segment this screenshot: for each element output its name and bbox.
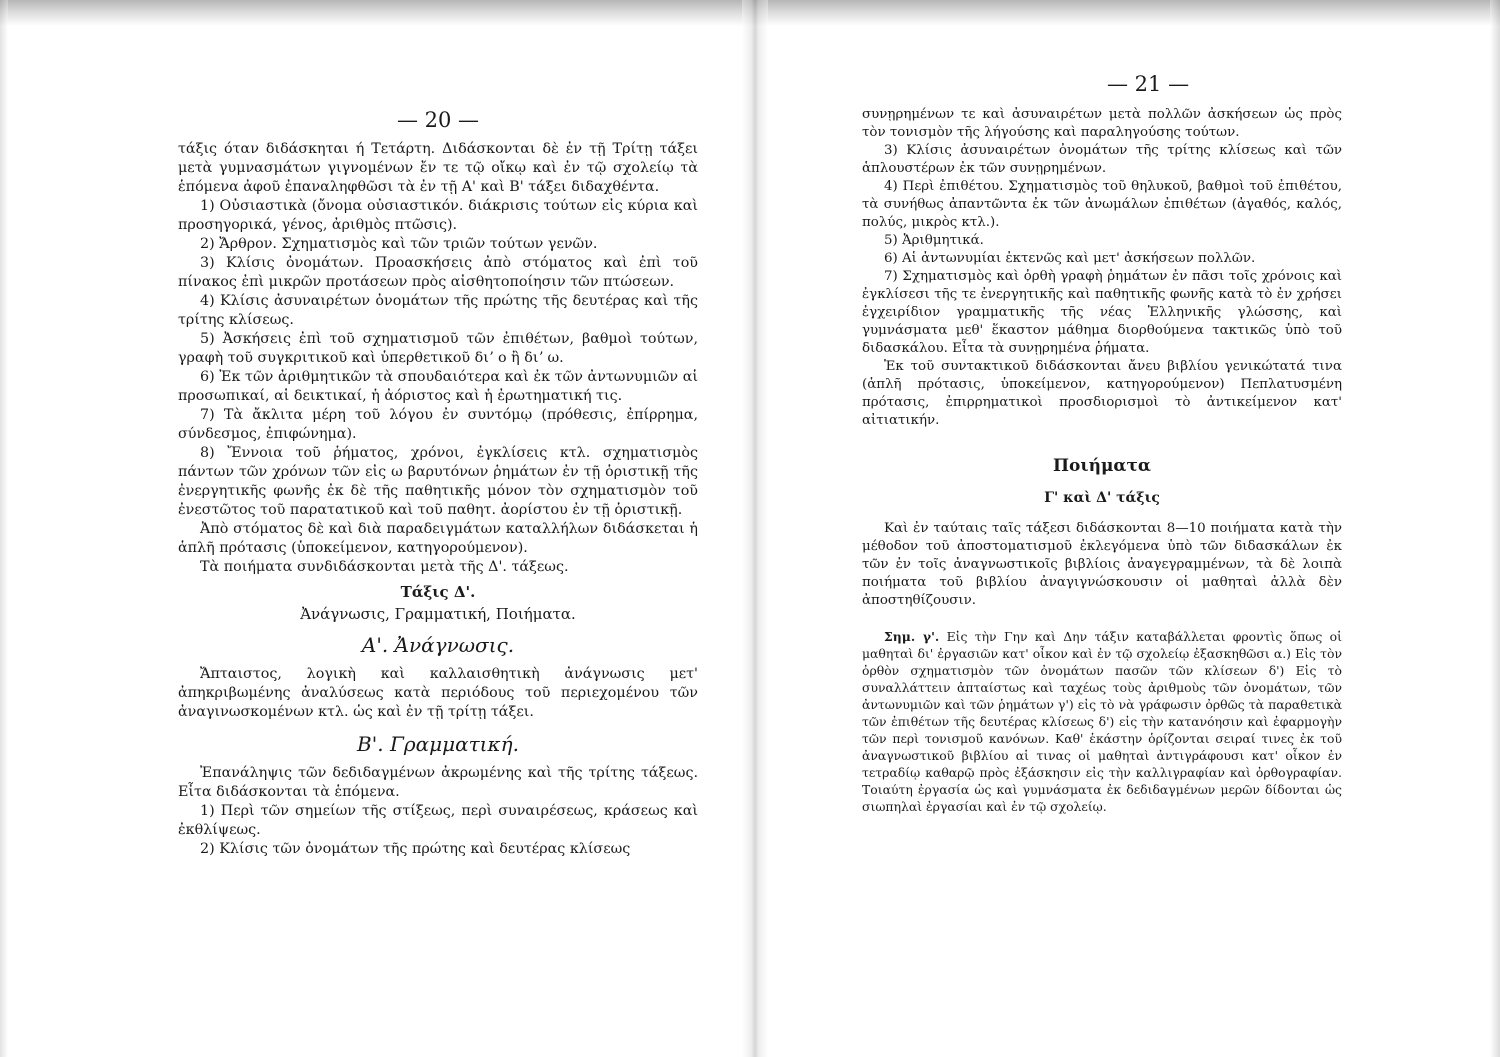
- section-subjects: Ἀνάγνωσις, Γραμματική, Ποιήματα.: [300, 605, 576, 623]
- section-heading-poems: Ποιήματα: [1052, 456, 1152, 476]
- section-heading-classes: Γ' καὶ Δ' τάξις: [1044, 490, 1160, 506]
- list-item: 7) Τὰ ἄκλιτα μέρη τοῦ λόγου ἐν συντόμῳ (πρόθεσις, ἐπίρρημα, σύνδεσμος, ἐπιφώνημα).: [178, 407, 698, 442]
- list-item: 3) Κλίσις ἀσυναιρέτων ὀνομάτων τῆς τρίτης κλίσεως καὶ τῶν ἁπλουστέρων ἐκ τῶν συνῃρημένων.: [862, 143, 1342, 176]
- list-item: 1) Οὐσιαστικὰ (ὄνομα οὐσιαστικόν. διάκρισις τούτων εἰς κύρια καὶ προσηγορικά, γένος, ἀριθμὸς πτῶσις).: [178, 198, 698, 233]
- intro-paragraph: τάξις όταν διδάσκηται ή Τετάρτη. Διδάσκονται δὲ ἐν τῇ Τρίτῃ τάξει μετὰ γυμνασμάτων γιγνομένων ἔν τε τῷ οἴκῳ καὶ ἐν τῷ σχολείῳ τὰ ἑπόμενα ἀφοῦ ἐπαναληφθῶσι τὰ ἐν τῇ Α' καὶ Β' τάξει διδαχθέντα.: [178, 141, 698, 195]
- intro-paragraph: συνῃρημένων τε καὶ ἀσυναιρέτων μετὰ πολλῶν ἀσκήσεων ὡς πρὸς τὸν τονισμὸν τῆς λήγούσης καὶ παραληγούσης τούτων.: [862, 107, 1342, 140]
- list-item: 6) Ἐκ τῶν ἀριθμητικῶν τὰ σπουδαιότερα καὶ ἐκ τῶν ἀντωνυμιῶν αἱ προσωπικαί, αἱ δεικτικαί, ἡ ἀόριστος καὶ ἡ ἐρωτηματική τις.: [178, 369, 698, 404]
- oral-paragraph: Ἀπὸ στόματος δὲ καὶ διὰ παραδειγμάτων καταλλήλων διδάσκεται ἡ ἁπλῆ πρότασις (ὑποκείμενον, κατηγορούμενον).: [178, 521, 698, 556]
- note-label: Σημ. γ'.: [884, 629, 940, 644]
- list-item: 5) Ἀσκήσεις ἐπὶ τοῦ σχηματισμοῦ τῶν ἐπιθέτων, βαθμοὶ τούτων, γραφὴ τοῦ συγκριτικοῦ καὶ ὑπερθετικοῦ διʼ ο ἢ διʼ ω.: [178, 331, 698, 366]
- section-heading-class: Τάξις Δ'.: [400, 583, 476, 601]
- list-item: 7) Σχηματισμὸς καὶ ὀρθὴ γραφὴ ῥημάτων ἐν πᾶσι τοῖς χρόνοις καὶ ἐγκλίσεσι τῆς τε ἐνεργητικῆς καὶ παθητικῆς φωνῆς κατὰ τὸ ἐν χρήσει ἐγχειρίδιον γραμματικῆς τῆς νέας Ἑλληνικῆς γλώσσης, καὶ γυμνάσματα μεθ' ἕκαστον μάθημα διορθούμενα τακτικῶς ὑπὸ τοῦ διδασκάλου. Εἶτα τὰ συνῃρημένα ῥήματα.: [862, 269, 1342, 356]
- reading-paragraph: Ἄπταιστος, λογικὴ καὶ καλλαισθητικὴ ἀνάγνωσις μετ' ἀπηκριβωμένης ἀναλύσεως κατὰ περιόδους τοῦ περιεχομένου τῶν ἀναγινωσκομένων κτλ. ὡς καὶ ἐν τῇ τρίτῃ τάξει.: [178, 666, 698, 720]
- page-number-left: — 20 —: [396, 108, 480, 132]
- list-item: 5) Ἀριθμητικά.: [884, 233, 984, 248]
- poems-paragraph: Καὶ ἐν ταύταις ταῖς τάξεσι διδάσκονται 8—10 ποιήματα κατὰ τὴν μέθοδον τοῦ ἀποστοματισμοῦ ἐκλεγόμενα ὑπὸ τῶν διδασκάλων ἐκ τῶν ἐν τοῖς ἀναγνωστικοῖς βιβλίοις ἀναγεγραμμένων, τὰ δὲ λοιπὰ ποιήματα τοῦ βιβλίου ἀναγιγνώσκουσιν οἱ μαθηταὶ ἀλλὰ δὲν ἀποστηθίζουσιν.: [862, 521, 1342, 608]
- list-item: 8) Ἔννοια τοῦ ῥήματος, χρόνοι, ἐγκλίσεις κτλ. σχηματισμὸς πάντων τῶν χρόνων τῶν εἰς ω βαρυτόνων ῥημάτων ἐν τῇ ὁριστικῇ τῆς ἐνεργητικῆς φωνῆς ἐκ δὲ τῆς παθητικῆς μόνον τὸν σχηματισμὸν τοῦ ἐνεστῶτος τοῦ παρατατικοῦ καὶ τοῦ παθητ. ἀορίστου ἐν τῇ ὁριστικῇ.: [178, 445, 698, 518]
- section-heading-reading: Α'. Ἀνάγνωσις.: [361, 633, 515, 657]
- list-item: 3) Κλίσις ὀνομάτων. Προασκήσεις ἀπὸ στόματος καὶ ἐπὶ τοῦ πίνακος ἐπὶ μικρῶν προτάσεων πρὸς αἰσθητοποίησιν τῶν πτώσεων.: [178, 255, 698, 290]
- list-item: 4) Περὶ ἐπιθέτου. Σχηματισμὸς τοῦ θηλυκοῦ, βαθμοὶ τοῦ ἐπιθέτου, τὰ συνήθως ἀπαντῶντα ἐκ τῶν ἀνωμάλων ἐπιθέτων (ἀγαθός, καλός, πολύς, μικρὸς κτλ.).: [862, 179, 1342, 230]
- list-item: 6) Αἱ ἀντωνυμίαι ἐκτενῶς καὶ μετ' ἀσκήσεων πολλῶν.: [884, 251, 1256, 266]
- grammar-paragraph: Ἐπανάληψις τῶν δεδιδαγμένων ἀκρωμένης καὶ τῆς τρίτης τάξεως. Εἶτα διδάσκονται τὰ ἑπόμενα.: [178, 765, 698, 800]
- poems-note: Τὰ ποιήματα συνδιδάσκονται μετὰ τῆς Δ'. τάξεως.: [200, 559, 569, 575]
- book-gutter: [742, 0, 768, 1057]
- list-item: 4) Κλίσις ἀσυναιρέτων ὀνομάτων τῆς πρώτης τῆς δευτέρας καὶ τῆς τρίτης κλίσεως.: [178, 293, 698, 328]
- note-paragraph: [862, 628, 1342, 815]
- scan-shadow-left: [0, 0, 8, 1057]
- left-page: [178, 108, 698, 859]
- list-item: 1) Περὶ τῶν σημείων τῆς στίξεως, περὶ συναιρέσεως, κράσεως καὶ ἐκθλίψεως.: [178, 803, 698, 838]
- list-item: 2) Ἄρθρον. Σχηματισμὸς καὶ τῶν τριῶν τούτων γενῶν.: [200, 236, 598, 252]
- page-number-right: — 21 —: [1107, 72, 1190, 96]
- list-item: 2) Κλίσις τῶν ὀνομάτων τῆς πρώτης καὶ δευτέρας κλίσεως: [200, 841, 631, 857]
- scan-shadow-right: [1490, 0, 1500, 1057]
- note-text: Εἰς τὴν Γην καὶ Δην τάξιν καταβάλλεται φροντὶς ὅπως οἱ μαθηταὶ δι' ἐργασιῶν κατ' οἶκον καὶ ἐν τῷ σχολείῳ ἐξασκηθῶσι α.) Εἰς τὸν ὀρθὸν σχηματισμὸν τῶν ὀνομάτων πασῶν τῶν κλίσεων δ') Εἰς τὸ συναλλάττειν ἀπταίστως καὶ ταχέως τοὺς ἀριθμοὺς τῶν ὀνομάτων, τῶν ἀντωνυμιῶν καὶ τῶν ῥημάτων γ') εἰς τὸ νὰ γράφωσιν ὀρθῶς τὰ παραθετικὰ τῶν ἐπιθέτων τῆς δευτέρας κλίσεως δ') εἰς τὴν κατανόησιν καὶ ἐφαρμογὴν τῶν περὶ τονισμοῦ κανόνων. Καθ' ἑκάστην ὁρίζονται σειραί τινες ἐκ τοῦ ἀναγνωστικοῦ βιβλίου αἱ τινας οἱ μαθηταὶ ἀντιγράφουσι κατ' οἶκον ἐν τετραδίῳ καθαρῷ πρὸς ἐξάσκησιν εἰς τὴν καλλιγραφίαν καὶ ὀρθογραφίαν. Τοιαύτη ἐργασία ὡς καὶ γυμνάσματα ἐκ δεδιδαγμένων μερῶν δίδονται ὡς σιωπηλαὶ ἐργασίαι καὶ ἐν τῷ σχολείῳ.: [862, 629, 1342, 814]
- syntax-paragraph: Ἐκ τοῦ συντακτικοῦ διδάσκονται ἄνευ βιβλίου γενικώτατά τινα (ἁπλῆ πρότασις, ὑποκείμενον, κατηγορούμενον) Πεπλατυσμένη πρότασις, ἐπιρρηματικοὶ προσδιορισμοὶ τὸ ἀντικείμενον κατ' αἰτιατικήν.: [862, 359, 1342, 428]
- section-heading-grammar: Β'. Γραμματική.: [357, 732, 519, 756]
